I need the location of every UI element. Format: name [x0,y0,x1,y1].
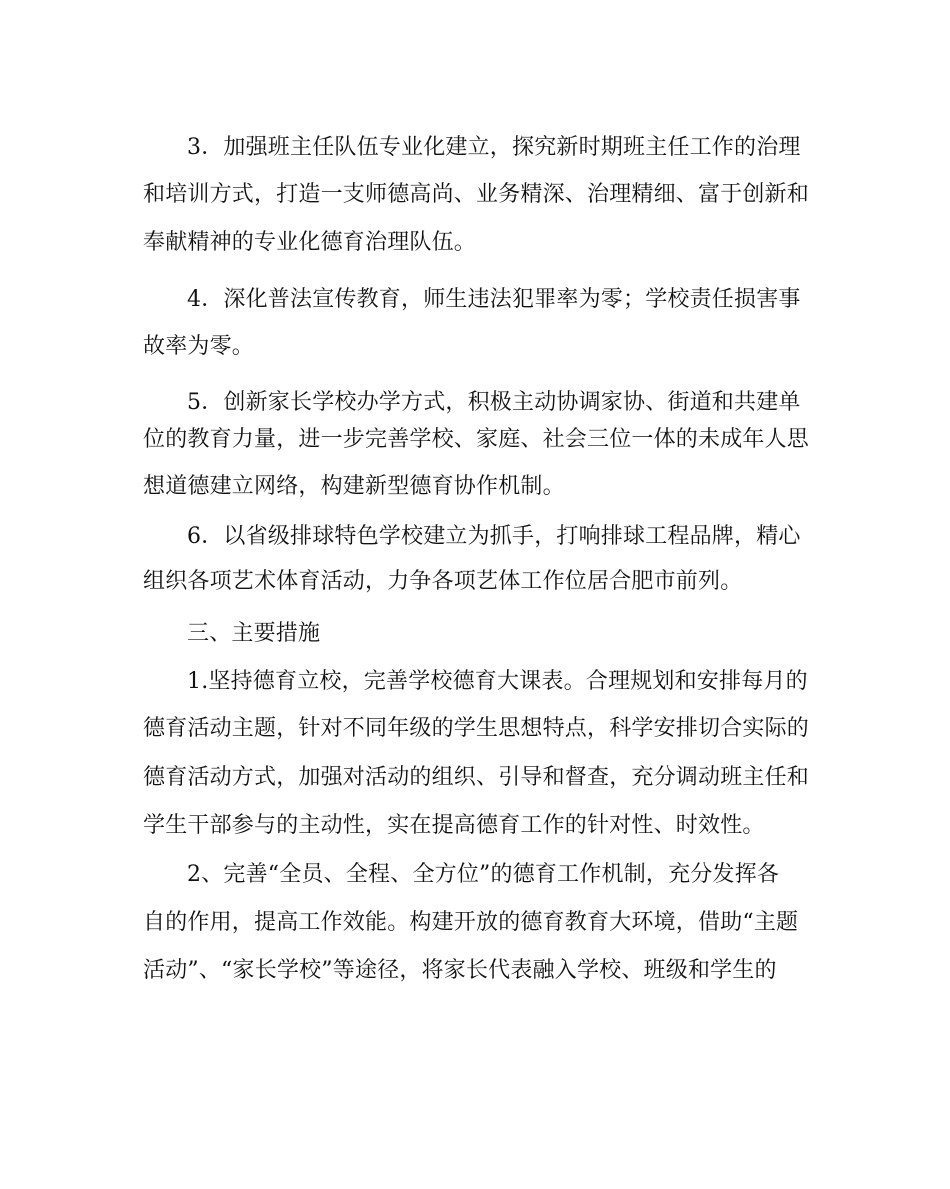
paragraph-3-line-1: 5．创新家长学校办学方式，积极主动协调家协、街道和共建单 [187,390,801,415]
paragraph-1-line-1: 3．加强班主任队伍专业化建立，探究新时期班主任工作的治理 [187,135,801,160]
paragraph-3-line-2: 位的教育力量，进一步完善学校、家庭、社会三位一体的未成年人思 [143,427,810,452]
paragraph-6-line-1: 2、完善“全员、全程、全方位”的德育工作机制，充分发挥各 [187,862,780,887]
paragraph-4-line-2: 组织各项艺术体育活动，力争各项艺体工作位居合肥市前列。 [143,569,743,594]
paragraph-2-line-1: 4．深化普法宣传教育，师生违法犯罪率为零；学校责任损害事 [187,287,801,312]
paragraph-5-line-3: 德育活动方式，加强对活动的组织、引导和督查，充分调动班主任和 [143,765,810,790]
paragraph-2-line-2: 故率为零。 [143,334,255,359]
paragraph-3-line-3: 想道德建立网络，构建新型德育协作机制。 [143,474,565,499]
paragraph-6-line-2: 自的作用，提高工作效能。构建开放的德育教育大环境，借助“主题 [143,910,799,935]
paragraph-1-line-3: 奉献精神的专业化德育治理队伍。 [143,230,477,255]
paragraph-5-line-2: 德育活动主题，针对不同年级的学生思想特点，科学安排切合实际的 [143,716,810,741]
paragraph-5-line-4: 学生干部参与的主动性，实在提高德育工作的针对性、时效性。 [143,813,765,838]
paragraph-4-line-1: 6．以省级排球特色学校建立为抓手，打响排球工程品牌，精心 [187,524,801,549]
paragraph-6-line-3: 活动”、“家长学校”等途径，将家长代表融入学校、班级和学生的 [143,958,777,983]
paragraph-1-line-2: 和培训方式，打造一支师德高尚、业务精深、治理精细、富于创新和 [143,182,810,207]
paragraph-5-line-1: 1.坚持德育立校，完善学校德育大课表。合理规划和安排每月的 [187,669,808,694]
section-heading: 三、主要措施 [187,621,321,646]
